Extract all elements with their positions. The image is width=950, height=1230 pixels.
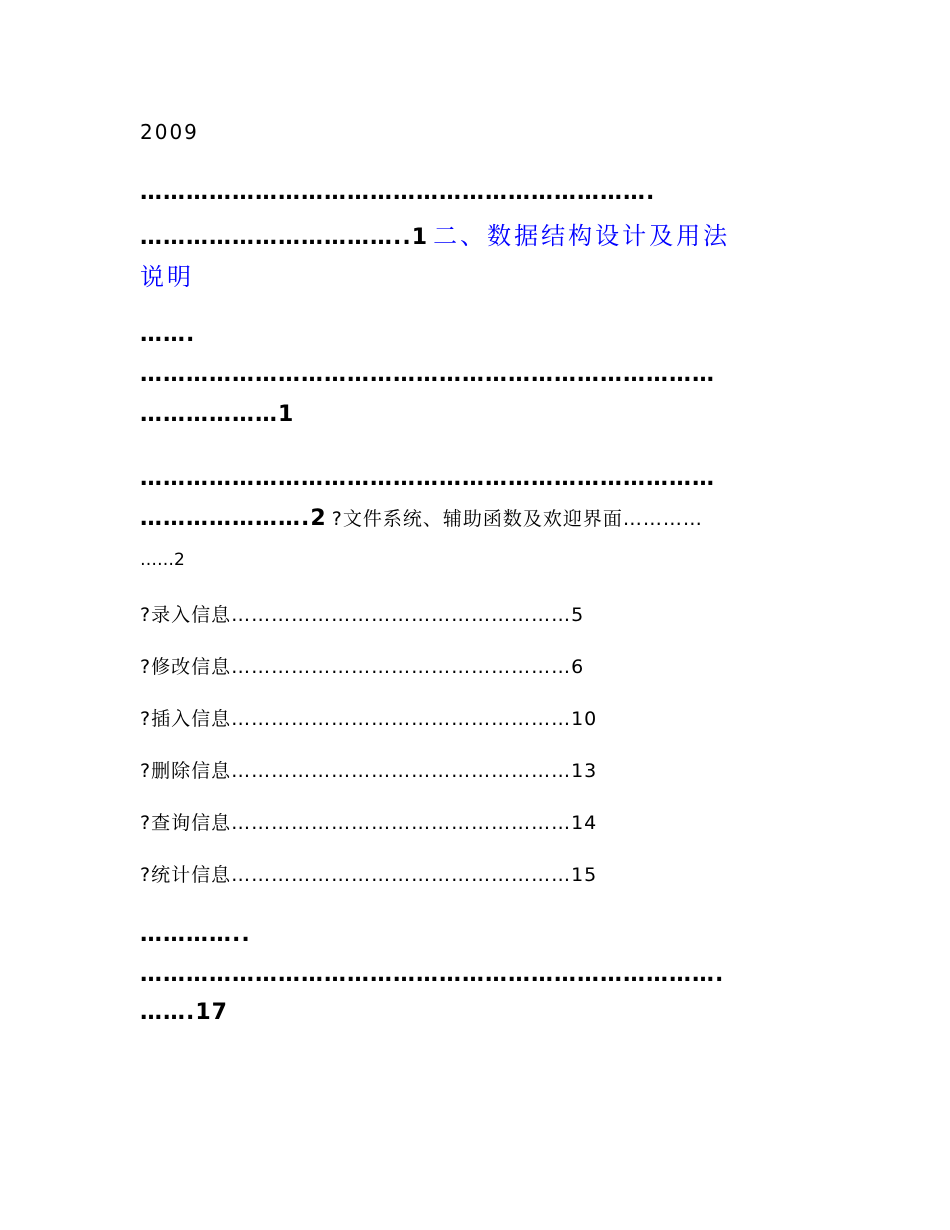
toc-line-10: ………….. — [140, 922, 251, 947]
toc-item-delete[interactable]: ?删除信息……………………………………………13 — [140, 760, 598, 782]
toc-item-insert[interactable]: ?插入信息……………………………………………10 — [140, 708, 598, 730]
toc-item-query[interactable]: ?查询信息……………………………………………14 — [140, 812, 598, 834]
toc-item-modify[interactable]: ?修改信息……………………………………………6 — [140, 656, 585, 678]
toc-line-9: ……2 — [140, 550, 185, 570]
toc-line-11: …………………………………………………………………. — [140, 962, 725, 987]
toc-file-system-entry[interactable]: ?文件系统、辅助函数及欢迎界面………… — [331, 508, 703, 530]
toc-line-7: ………………………………………………………………… — [140, 466, 715, 491]
toc-line-8-dots: ………………….2 — [140, 506, 327, 531]
year-label: 2009 — [140, 120, 199, 144]
toc-line-2-dots: ……………………………..1 — [140, 225, 429, 250]
toc-line-1: …………………………………………………………. — [140, 180, 656, 205]
toc-line-8 — [140, 504, 703, 531]
toc-item-statistics[interactable]: ?统计信息……………………………………………15 — [140, 864, 598, 886]
toc-line-12: …….17 — [140, 1000, 228, 1025]
toc-item-input[interactable]: ?录入信息……………………………………………5 — [140, 604, 585, 626]
toc-line-4: ……. — [140, 322, 196, 347]
toc-link-data-structure-cont[interactable]: 说明 — [140, 263, 194, 291]
toc-link-data-structure[interactable]: 二、数据结构设计及用法 — [433, 222, 731, 250]
toc-line-2 — [140, 216, 730, 251]
toc-line-6: ………………1 — [140, 402, 295, 427]
toc-line-5: ………………………………………………………………… — [140, 362, 715, 387]
